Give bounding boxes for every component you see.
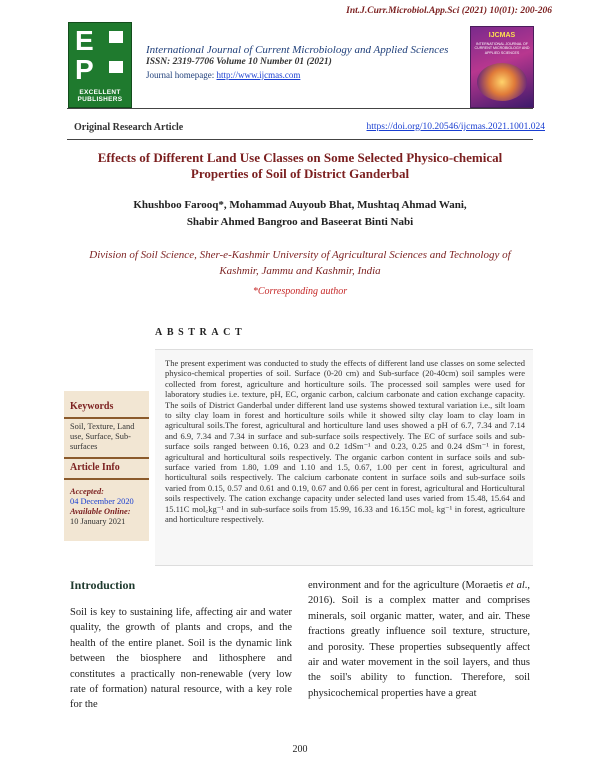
article-title: Effects of Different Land Use Classes on Some Selected Physico-chemical Properties of Soil of District Ganderbal — [97, 150, 503, 181]
abstract-text: The present experiment was conducted to study the effects of different land use classes on some selected physico-chemical properties of soil. Surface (0-20 cm) and Sub-surface (20-40cm) soil samples were collected from forest, agriculture and horticulture soils. The processed soil samples were used for laboratory studies i.e. texture, pH, EC, organic carbon, calcium carbonate and cation exchange capacity. The soils of District Ganderbal under different land use systems showed textural variation i.e., silt loam to silty clay loam in forest and horticulture soils while it showed silty clay loam to clay loam in agricultural soils.The forest, agricultural and horticulture land uses showed a pH of 6.7, 7.34 and 7.14 and 6.9, 7.34 and 7.34 in surface and sub-surface soils respectively. The EC of surface soils and sub-surface soils ranged between 0.16, 0.23 and 0.2 1dSm⁻¹ and 0.23, 0.25 and 0.24 dSm⁻¹ in forest, agricultural and horticultural soils respectively. The organic carbon content in surface soils and sub-surface varied from 1.80, 1.09 and 1.10 and 1.5, 0.67, 1.00 per cent in forest, agricultural and horticultural soils respectively. The calcium carbonate content in surface soils and sub-surface soils varied from 0.15, 0.57 and 0.61 and 0.19, 0.67 and 0.66 per cent in forest, agricultural and Horticultural soils respectively. The cation exchange capacity under selected land uses varied from 15.48, 15.64 and 15.11C mol꜀kg⁻¹ and in sub-surface soils from 15.99, 16.33 and 16.15C mol꜀ kg⁻¹ in forest, agriculture and horticulture respectively. — [165, 358, 525, 525]
issn-volume: ISSN: 2319-7706 Volume 10 Number 01 (2021) — [146, 57, 332, 67]
online-label: Available Online: — [70, 507, 131, 516]
body-column-left: Soil is key to sustaining life, affecting air and water quality, the growth of plants and crops, and the health of the entire planet. Soil is the dynamic link between the biosphere and lithosphere and constitutes a practically non-renewable (very low rate of formation) natural resource, with a key role for the — [70, 607, 292, 711]
keywords-list: Soil, Texture, Land use, Surface, Sub-surfaces — [70, 422, 135, 451]
journal-name: International Journal of Current Microbiology and Applied Sciences — [146, 44, 449, 56]
introduction-heading: Introduction — [70, 578, 136, 592]
author-line: Shabir Ahmed Bangroo and Baseerat Binti Nabi — [186, 216, 414, 228]
author-line: Khushboo Farooq*, Mohammad Auyoub Bhat, Mushtaq Ahmad Wani, — [133, 199, 467, 211]
sidebar-divider — [64, 457, 149, 459]
abstract-box — [155, 349, 533, 566]
doi-link[interactable]: https://doi.org/10.20546/ijcmas.2021.1001.024 — [366, 122, 545, 132]
journal-cover-image — [470, 26, 534, 108]
article-type: Original Research Article — [74, 122, 184, 133]
journal-reference: Int.J.Curr.Microbiol.App.Sci (2021) 10(01): 200-206 — [346, 6, 552, 16]
homepage-link[interactable]: http://www.ijcmas.com — [216, 70, 301, 80]
article-info-heading: Article Info — [70, 462, 120, 473]
header-divider — [67, 108, 533, 109]
meta-divider — [67, 139, 533, 140]
online-date: 10 January 2021 — [70, 517, 126, 526]
right-col-text: environment and for the agriculture (Moraetis — [308, 580, 506, 591]
keywords-heading: Keywords — [70, 401, 114, 412]
accepted-date: 04 December 2020 — [70, 497, 134, 506]
logo-text: EXCELLENT PUBLISHERS — [77, 89, 123, 103]
publisher-logo — [68, 22, 132, 108]
page-number: 200 — [292, 744, 308, 755]
article-dates — [64, 487, 149, 527]
cover-title: IJCMAS — [488, 32, 516, 39]
sidebar-divider — [64, 417, 149, 419]
affiliation: Division of Soil Science, Sher-e-Kashmir University of Agricultural Sciences and Technology of Kashmir, Jammu and Kashmir, India — [89, 249, 511, 277]
homepage-label: Journal homepage: — [146, 70, 215, 80]
accepted-label: Accepted: — [70, 487, 104, 496]
cover-artwork — [477, 63, 527, 101]
right-col-text: ., 2016). Soil is a complex matter and comprises minerals, soil organic matter, water, and air. These fractions greatly influence soil texture, structure, and porosity. These properties subsequently affect air and water movement in the soil layers, and thus the soil's ability to function. Therefore, soil physicochemical properties have a great — [308, 580, 530, 699]
author-list — [70, 197, 530, 231]
article-sidebar — [64, 391, 149, 541]
logo-letter-p: P — [75, 54, 94, 85]
abstract-heading: ABSTRACT — [155, 327, 247, 338]
corresponding-author: *Corresponding author — [252, 286, 348, 297]
body-column-right — [308, 578, 530, 701]
right-col-emphasis: et al — [505, 580, 525, 591]
logo-letter-e: E — [75, 25, 94, 56]
journal-homepage — [146, 70, 300, 80]
cover-subtitle: INTERNATIONAL JOURNAL OF CURRENT MICROBIOLOGY AND APPLIED SCIENCES — [474, 42, 530, 55]
sidebar-divider — [64, 478, 149, 480]
